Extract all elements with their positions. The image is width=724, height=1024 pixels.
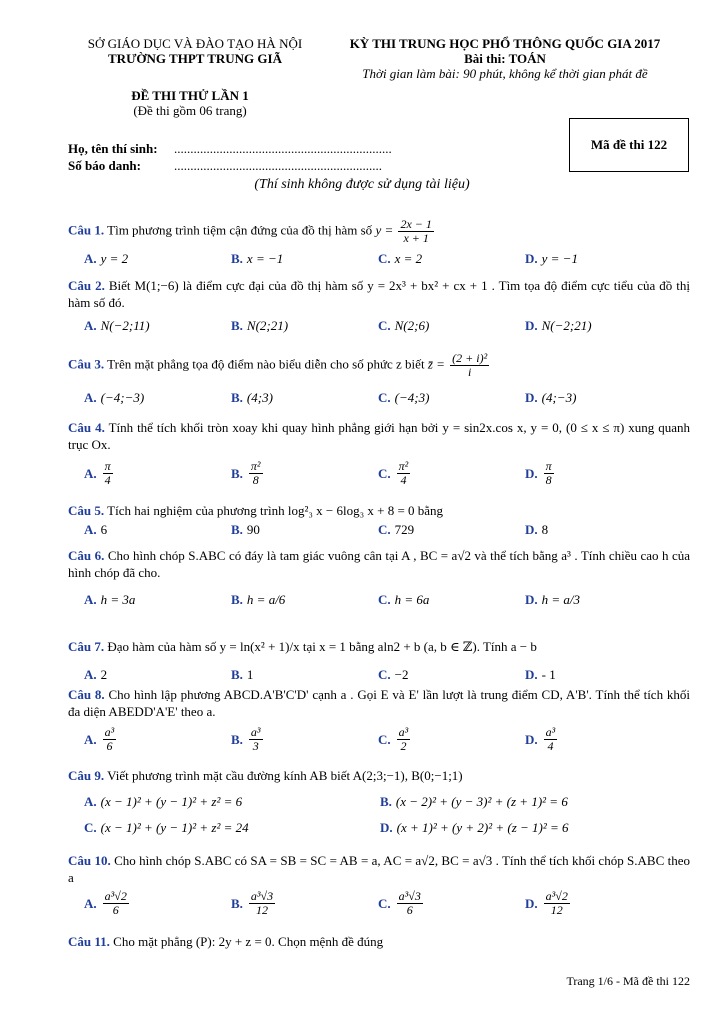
- option-b[interactable]: [231, 726, 378, 753]
- option-key: C.: [84, 820, 97, 835]
- question-9: [68, 767, 690, 784]
- option-key: D.: [525, 522, 538, 537]
- option-text: (x − 1)² + (y − 1)² + z² = 6: [100, 794, 243, 809]
- option-text: h = 6a: [394, 592, 430, 607]
- option-d[interactable]: [525, 666, 672, 683]
- option-b[interactable]: [231, 460, 378, 487]
- option-key: B.: [231, 896, 243, 911]
- question-number: Câu 4.: [68, 420, 105, 435]
- numerator: a³: [398, 725, 409, 739]
- option-key: C.: [378, 466, 391, 481]
- question-text: Cho hình chóp S.ABC có SA = SB = SC = AB = a, AC = a√2, BC = a√3 . Tính thể tích khối chóp S.ABC theo a: [68, 853, 690, 885]
- options-7: [84, 666, 690, 683]
- option-text: y = −1: [541, 251, 578, 266]
- option-text: (4;3): [246, 390, 273, 405]
- option-key: D.: [525, 466, 538, 481]
- denominator: 6: [112, 903, 119, 917]
- question-number: Câu 9.: [68, 768, 105, 783]
- option-key: D.: [525, 390, 538, 405]
- exam-code-box: Mã đề thi 122: [569, 118, 689, 172]
- option-fraction: [103, 460, 113, 487]
- denominator: 4: [400, 473, 407, 487]
- option-key: A.: [84, 318, 97, 333]
- option-key: A.: [84, 896, 97, 911]
- numerator: 2x − 1: [400, 217, 432, 231]
- denominator: 3: [252, 739, 259, 753]
- option-b[interactable]: [380, 793, 676, 810]
- denominator: 12: [550, 903, 563, 917]
- candidate-info: [68, 140, 392, 174]
- numerator: (2 + i)²: [452, 351, 488, 365]
- option-a[interactable]: [84, 389, 231, 406]
- option-d[interactable]: [525, 890, 672, 917]
- option-c[interactable]: [378, 250, 525, 267]
- option-key: D.: [525, 896, 538, 911]
- option-text: h = a/6: [246, 592, 286, 607]
- option-fraction: [103, 890, 129, 917]
- option-key: B.: [231, 390, 243, 405]
- numerator: a³: [545, 725, 556, 739]
- question-text: Cho hình lập phương ABCD.A'B'C'D' cạnh a . Gọi E và E' lần lượt là trung điểm CD, A'B'. Tính thể tích khối đa diện ABEDD'A'E' theo a.: [68, 687, 691, 719]
- option-b[interactable]: [231, 890, 378, 917]
- question-6: [68, 547, 690, 581]
- numerator: a³√3: [398, 889, 421, 903]
- question-number: Câu 1.: [68, 222, 105, 238]
- option-text: 2: [100, 667, 108, 682]
- option-key: D.: [525, 732, 538, 747]
- option-text: (4;−3): [541, 390, 577, 405]
- option-key: D.: [380, 820, 393, 835]
- options-2: [84, 317, 690, 334]
- question-text: Viết phương trình mặt cầu đường kính AB biết A(2;3;−1), B(0;−1;1): [107, 768, 463, 783]
- option-key: D.: [525, 251, 538, 266]
- option-b[interactable]: [231, 389, 378, 406]
- option-b[interactable]: [231, 521, 378, 538]
- options-4: [84, 460, 690, 487]
- options-5: [84, 521, 690, 538]
- option-key: A.: [84, 390, 97, 405]
- exam-note: (Thí sinh không được sử dụng tài liệu): [254, 177, 470, 192]
- denominator: 8: [252, 473, 259, 487]
- option-c[interactable]: [378, 389, 525, 406]
- option-d[interactable]: [525, 460, 672, 487]
- option-key: C.: [378, 522, 391, 537]
- numerator: a³√2: [104, 889, 127, 903]
- name-dots: ...................................................................: [174, 141, 392, 156]
- option-text: (−4;−3): [100, 390, 145, 405]
- option-key: A.: [84, 251, 97, 266]
- exam-name: KỲ THI TRUNG HỌC PHỔ THÔNG QUỐC GIA 2017: [349, 36, 661, 51]
- school-header: [60, 36, 330, 66]
- denominator: 2: [400, 739, 407, 753]
- subject: Bài thi: TOÁN: [464, 51, 546, 66]
- option-key: C.: [378, 667, 391, 682]
- option-key: C.: [378, 318, 391, 333]
- question-text: Tìm phương trình tiệm cận đứng của đồ thị hàm số: [107, 222, 373, 238]
- option-a[interactable]: [84, 317, 231, 334]
- option-fraction: [544, 890, 570, 917]
- numerator: π²: [398, 459, 409, 473]
- question-number: Câu 8.: [68, 687, 105, 702]
- option-key: B.: [231, 466, 243, 481]
- option-text: (x − 1)² + (y − 1)² + z² = 24: [100, 820, 249, 835]
- question-3: [68, 352, 690, 379]
- option-text: −2: [394, 667, 409, 682]
- option-c[interactable]: [378, 521, 525, 538]
- denominator: 12: [256, 903, 269, 917]
- formula-prefix: y =: [375, 222, 394, 238]
- question-text: Biết M(1;−6) là điểm cực đại của đồ thị hàm số y = 2x³ + bx² + cx + 1 . Tìm tọa độ điểm cực tiểu của đồ thị hàm số đó.: [68, 278, 690, 310]
- option-fraction: [249, 460, 263, 487]
- option-key: A.: [84, 522, 97, 537]
- option-fraction: [544, 726, 558, 753]
- option-fraction: [249, 890, 275, 917]
- question-10: [68, 852, 690, 886]
- option-c[interactable]: [378, 666, 525, 683]
- option-key: A.: [84, 466, 97, 481]
- denominator: 6: [406, 903, 413, 917]
- option-key: B.: [231, 732, 243, 747]
- option-a[interactable]: [84, 726, 231, 753]
- question-text: Cho hình chóp S.ABC có đáy là tam giác vuông cân tại A , BC = a√2 và thể tích bằng a³ . Tính chiều cao h của hình chóp đã cho.: [68, 548, 690, 580]
- option-a[interactable]: [84, 250, 231, 267]
- exam-pages: (Đề thi gồm 06 trang): [133, 103, 247, 118]
- option-d[interactable]: [380, 819, 676, 836]
- question-5: [68, 502, 690, 519]
- option-c[interactable]: [84, 819, 380, 836]
- option-b[interactable]: [231, 250, 378, 267]
- option-fraction: [397, 726, 411, 753]
- options-3: [84, 389, 690, 406]
- option-text: 1: [246, 667, 254, 682]
- option-key: D.: [525, 592, 538, 607]
- option-key: B.: [231, 592, 243, 607]
- option-text: 6: [100, 522, 108, 537]
- numerator: a³√2: [545, 889, 568, 903]
- option-text: N(2;6): [394, 318, 430, 333]
- option-d[interactable]: [525, 521, 672, 538]
- option-text: 8: [541, 522, 549, 537]
- question-2: [68, 277, 690, 311]
- question-text: Tích hai nghiệm của phương trình log²₃ x − 6log₃ x + 8 = 0 bằng: [107, 503, 444, 518]
- option-key: B.: [231, 522, 243, 537]
- question-8: [68, 686, 690, 720]
- denominator: 6: [106, 739, 113, 753]
- option-a[interactable]: [84, 793, 380, 810]
- option-text: h = 3a: [100, 592, 136, 607]
- option-a[interactable]: [84, 521, 231, 538]
- denominator: 4: [547, 739, 554, 753]
- school-name: TRƯỜNG THPT TRUNG GIÃ: [108, 51, 282, 66]
- option-fraction: [544, 460, 554, 487]
- option-key: A.: [84, 592, 97, 607]
- exam-title-block: [60, 88, 320, 118]
- option-key: A.: [84, 667, 97, 682]
- option-text: N(−2;21): [541, 318, 592, 333]
- question-number: Câu 11.: [68, 934, 110, 949]
- question-number: Câu 2.: [68, 278, 105, 293]
- option-d[interactable]: [525, 726, 672, 753]
- question-4: [68, 419, 690, 453]
- option-text: N(2;21): [246, 318, 289, 333]
- denominator: i: [468, 365, 472, 379]
- options-10: [84, 890, 690, 917]
- time-limit: Thời gian làm bài: 90 phút, không kể thời gian phát đề: [362, 66, 648, 81]
- options-1: [84, 250, 690, 267]
- question-text: Đạo hàm của hàm số y = ln(x² + 1)/x tại x = 1 bằng aln2 + b (a, b ∈ ℤ). Tính a − b: [107, 639, 537, 654]
- option-text: y = 2: [100, 251, 129, 266]
- option-text: x = 2: [394, 251, 423, 266]
- option-text: (x − 2)² + (y − 3)² + (z + 1)² = 6: [395, 794, 568, 809]
- option-key: B.: [231, 667, 243, 682]
- question-number: Câu 6.: [68, 548, 105, 563]
- option-key: B.: [380, 794, 392, 809]
- option-a[interactable]: [84, 890, 231, 917]
- option-key: C.: [378, 251, 391, 266]
- question-number: Câu 7.: [68, 639, 105, 654]
- option-d[interactable]: [525, 591, 672, 608]
- question-7: [68, 638, 690, 655]
- options-9-row1: [84, 793, 690, 810]
- numerator: a³: [250, 725, 261, 739]
- exam-header: [320, 36, 690, 81]
- option-a[interactable]: [84, 591, 231, 608]
- formula-fraction: [450, 352, 489, 379]
- name-label: Họ, tên thí sinh:: [68, 141, 158, 156]
- exam-title: ĐỀ THI THỬ LẦN 1: [131, 88, 249, 103]
- question-11: [68, 933, 690, 950]
- question-text: Trên mặt phẳng tọa độ điểm nào biểu diễn cho số phức z biết: [107, 356, 425, 372]
- option-text: (x + 1)² + (y + 2)² + (z − 1)² = 6: [396, 820, 569, 835]
- option-text: - 1: [541, 667, 556, 682]
- question-text: Tính thể tích khối tròn xoay khi quay hình phẳng giới hạn bởi y = sin2x.cos x, y = 0, (0 ≤ x ≤ π) xung quanh trục Ox.: [68, 420, 691, 452]
- option-text: 90: [246, 522, 260, 537]
- numerator: a³: [104, 725, 115, 739]
- option-a[interactable]: [84, 666, 231, 683]
- option-c[interactable]: [378, 726, 525, 753]
- formula-fraction: [398, 218, 433, 245]
- option-c[interactable]: [378, 890, 525, 917]
- options-9-row2: [84, 819, 690, 836]
- option-fraction: [397, 890, 423, 917]
- option-text: x = −1: [246, 251, 284, 266]
- denominator: x + 1: [403, 231, 429, 245]
- numerator: π: [104, 459, 111, 473]
- option-key: C.: [378, 732, 391, 747]
- option-a[interactable]: [84, 460, 231, 487]
- option-fraction: [249, 726, 263, 753]
- question-number: Câu 5.: [68, 503, 105, 518]
- option-c[interactable]: [378, 460, 525, 487]
- option-text: 729: [394, 522, 415, 537]
- option-key: B.: [231, 251, 243, 266]
- denominator: 4: [104, 473, 111, 487]
- options-6: [84, 591, 690, 608]
- question-1: [68, 218, 690, 245]
- option-text: (−4;3): [394, 390, 430, 405]
- option-key: A.: [84, 732, 97, 747]
- numerator: π²: [250, 459, 261, 473]
- option-d[interactable]: [525, 250, 672, 267]
- option-key: C.: [378, 896, 391, 911]
- option-d[interactable]: [525, 389, 672, 406]
- option-key: D.: [525, 318, 538, 333]
- option-b[interactable]: [231, 591, 378, 608]
- id-dots: ................................................................: [174, 158, 382, 173]
- option-key: D.: [525, 667, 538, 682]
- numerator: a³√3: [250, 889, 274, 903]
- formula-prefix: z̄ =: [427, 356, 445, 372]
- option-text: N(−2;11): [100, 318, 150, 333]
- option-d[interactable]: [525, 317, 672, 334]
- option-key: B.: [231, 318, 243, 333]
- option-key: C.: [378, 592, 391, 607]
- option-fraction: [103, 726, 117, 753]
- option-b[interactable]: [231, 666, 378, 683]
- option-fraction: [397, 460, 411, 487]
- question-text: Cho mặt phẳng (P): 2y + z = 0. Chọn mệnh đề đúng: [113, 934, 384, 949]
- id-label: Số báo danh:: [68, 158, 141, 173]
- option-text: h = a/3: [541, 592, 581, 607]
- question-number: Câu 10.: [68, 853, 111, 868]
- option-b[interactable]: [231, 317, 378, 334]
- options-8: [84, 726, 690, 753]
- question-number: Câu 3.: [68, 356, 105, 372]
- page-footer: Trang 1/6 - Mã đề thi 122: [566, 974, 690, 988]
- option-c[interactable]: [378, 317, 525, 334]
- option-c[interactable]: [378, 591, 525, 608]
- denominator: 8: [545, 473, 552, 487]
- department-name: SỞ GIÁO DỤC VÀ ĐÀO TẠO HÀ NỘI: [87, 36, 303, 51]
- option-key: C.: [378, 390, 391, 405]
- option-key: A.: [84, 794, 97, 809]
- numerator: π: [545, 459, 552, 473]
